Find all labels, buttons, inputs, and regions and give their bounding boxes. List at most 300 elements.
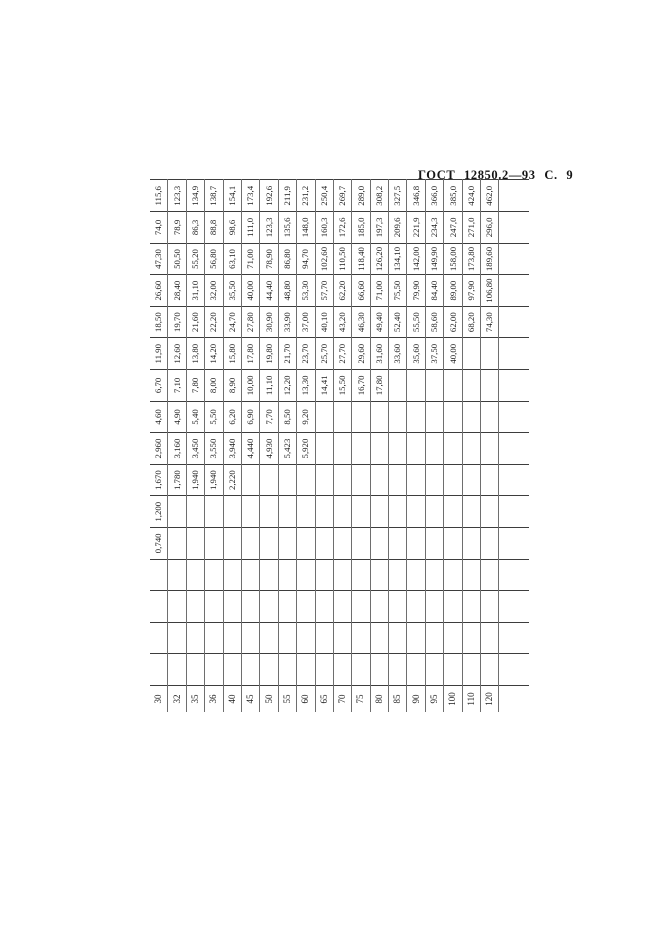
mass-cell: 247,0 — [444, 212, 462, 244]
mass-cell: 94,70 — [297, 243, 315, 275]
table-row — [444, 180, 462, 712]
mass-cell — [407, 401, 425, 433]
mass-cell: 32,00 — [205, 275, 223, 307]
rule-overhang-cell — [499, 370, 530, 402]
mass-cell: 97,90 — [462, 275, 480, 307]
mass-cell — [186, 528, 204, 560]
mass-cell: 71,00 — [241, 243, 259, 275]
mass-cell — [407, 591, 425, 623]
mass-cell — [352, 433, 370, 465]
mass-cell: 21,60 — [186, 306, 204, 338]
mass-cell: 35,50 — [223, 275, 241, 307]
mass-cell: 56,80 — [205, 243, 223, 275]
mass-cell: 192,6 — [260, 180, 278, 212]
mass-cell: 15,50 — [333, 370, 351, 402]
mass-cell — [370, 433, 388, 465]
mass-cell: 88,8 — [205, 212, 223, 244]
mass-cell: 118,40 — [352, 243, 370, 275]
mass-cell — [444, 464, 462, 496]
mass-cell — [407, 622, 425, 654]
mass-cell: 296,0 — [481, 212, 499, 244]
mass-cell: 123,3 — [260, 212, 278, 244]
mass-cell: 79,90 — [407, 275, 425, 307]
mass-cell: 308,2 — [370, 180, 388, 212]
mass-cell: 74,0 — [150, 212, 168, 244]
mass-cell: 11,90 — [150, 338, 168, 370]
mass-cell: 11,10 — [260, 370, 278, 402]
mass-cell: 172,6 — [333, 212, 351, 244]
rule-overhang-cell — [499, 686, 530, 713]
diameter-cell: 95 — [425, 686, 443, 713]
mass-cell: 366,0 — [425, 180, 443, 212]
mass-cell: 55,50 — [407, 306, 425, 338]
mass-cell: 123,3 — [168, 180, 186, 212]
mass-cell — [260, 528, 278, 560]
mass-cell — [260, 622, 278, 654]
mass-cell: 12,20 — [278, 370, 296, 402]
mass-cell — [278, 464, 296, 496]
mass-cell: 0,740 — [150, 528, 168, 560]
mass-cell: 8,90 — [223, 370, 241, 402]
page-header: ГОСТ 12850.2—93 С. 9 — [418, 168, 574, 182]
mass-cell — [481, 528, 499, 560]
table-row — [278, 180, 296, 712]
mass-cell: 78,9 — [168, 212, 186, 244]
mass-cell: 6,90 — [241, 401, 259, 433]
mass-cell — [297, 654, 315, 686]
mass-cell — [389, 496, 407, 528]
mass-cell: 3,550 — [205, 433, 223, 465]
mass-cell — [315, 654, 333, 686]
mass-cell — [389, 433, 407, 465]
diameter-cell: 120 — [481, 686, 499, 713]
mass-cell — [278, 591, 296, 623]
mass-cell — [186, 622, 204, 654]
rule-overhang-cell — [499, 654, 530, 686]
diameter-cell: 30 — [150, 686, 168, 713]
rule-overhang-cell — [499, 464, 530, 496]
mass-cell: 98,6 — [223, 212, 241, 244]
rule-overhang-cell — [499, 622, 530, 654]
mass-cell: 78,90 — [260, 243, 278, 275]
mass-table-body — [150, 180, 529, 712]
mass-cell: 6,70 — [150, 370, 168, 402]
mass-cell — [481, 654, 499, 686]
rotated-table-container — [150, 180, 529, 713]
mass-cell: 33,90 — [278, 306, 296, 338]
diameter-cell: 85 — [389, 686, 407, 713]
mass-cell: 28,40 — [168, 275, 186, 307]
mass-cell — [186, 591, 204, 623]
mass-cell: 50,50 — [168, 243, 186, 275]
mass-cell — [481, 622, 499, 654]
mass-cell — [315, 496, 333, 528]
mass-cell: 134,10 — [389, 243, 407, 275]
mass-cell — [297, 591, 315, 623]
mass-cell — [444, 622, 462, 654]
mass-cell: 19,70 — [168, 306, 186, 338]
mass-cell — [315, 528, 333, 560]
mass-cell — [481, 559, 499, 591]
mass-cell — [205, 591, 223, 623]
mass-cell: 37,50 — [425, 338, 443, 370]
mass-cell: 44,40 — [260, 275, 278, 307]
table-row — [260, 180, 278, 712]
mass-cell — [462, 464, 480, 496]
rule-overhang-cell — [499, 338, 530, 370]
diameter-cell: 50 — [260, 686, 278, 713]
mass-cell — [297, 464, 315, 496]
mass-cell — [407, 464, 425, 496]
diameter-cell: 60 — [297, 686, 315, 713]
mass-cell: 424,0 — [462, 180, 480, 212]
mass-cell — [425, 622, 443, 654]
table-row — [462, 180, 480, 712]
mass-cell — [407, 496, 425, 528]
mass-cell: 327,5 — [389, 180, 407, 212]
mass-cell — [389, 401, 407, 433]
mass-cell: 148,0 — [297, 212, 315, 244]
mass-cell: 154,1 — [223, 180, 241, 212]
mass-cell: 1,940 — [205, 464, 223, 496]
mass-cell — [462, 401, 480, 433]
mass-cell: 14,20 — [205, 338, 223, 370]
mass-cell: 22,20 — [205, 306, 223, 338]
mass-cell — [223, 496, 241, 528]
mass-cell — [425, 401, 443, 433]
mass-cell — [223, 559, 241, 591]
mass-cell: 31,60 — [370, 338, 388, 370]
mass-cell: 3,160 — [168, 433, 186, 465]
mass-cell: 4,90 — [168, 401, 186, 433]
mass-cell — [278, 559, 296, 591]
mass-cell: 158,00 — [444, 243, 462, 275]
mass-cell — [260, 464, 278, 496]
mass-cell — [241, 559, 259, 591]
mass-cell — [260, 559, 278, 591]
mass-cell: 75,50 — [389, 275, 407, 307]
mass-cell: 5,40 — [186, 401, 204, 433]
mass-cell: 160,3 — [315, 212, 333, 244]
mass-cell — [168, 496, 186, 528]
mass-cell — [389, 622, 407, 654]
mass-cell — [370, 591, 388, 623]
mass-cell — [333, 622, 351, 654]
mass-cell — [481, 433, 499, 465]
mass-cell: 16,70 — [352, 370, 370, 402]
mass-cell — [315, 591, 333, 623]
mass-cell — [389, 370, 407, 402]
mass-cell — [150, 591, 168, 623]
rule-overhang-cell — [499, 496, 530, 528]
mass-cell: 4,60 — [150, 401, 168, 433]
mass-cell — [168, 654, 186, 686]
mass-cell — [370, 401, 388, 433]
mass-cell: 5,50 — [205, 401, 223, 433]
mass-cell: 134,9 — [186, 180, 204, 212]
mass-cell — [315, 622, 333, 654]
mass-cell: 14,41 — [315, 370, 333, 402]
mass-cell — [462, 528, 480, 560]
table-row — [168, 180, 186, 712]
mass-cell: 18,50 — [150, 306, 168, 338]
mass-cell: 57,70 — [315, 275, 333, 307]
mass-cell: 68,20 — [462, 306, 480, 338]
mass-cell: 4,440 — [241, 433, 259, 465]
mass-cell: 40,00 — [241, 275, 259, 307]
mass-cell — [481, 464, 499, 496]
mass-cell: 17,80 — [370, 370, 388, 402]
mass-cell — [462, 496, 480, 528]
diameter-cell: 45 — [241, 686, 259, 713]
mass-cell: 74,30 — [481, 306, 499, 338]
mass-cell: 37,00 — [297, 306, 315, 338]
mass-cell — [462, 433, 480, 465]
mass-cell — [444, 496, 462, 528]
mass-cell — [333, 559, 351, 591]
mass-cell: 3,940 — [223, 433, 241, 465]
mass-cell — [333, 433, 351, 465]
mass-cell: 173,80 — [462, 243, 480, 275]
mass-cell: 8,50 — [278, 401, 296, 433]
table-row — [205, 180, 223, 712]
mass-cell — [444, 559, 462, 591]
mass-cell — [481, 401, 499, 433]
table-row — [297, 180, 315, 712]
mass-cell: 58,60 — [425, 306, 443, 338]
mass-cell: 2,220 — [223, 464, 241, 496]
mass-cell: 27,80 — [241, 306, 259, 338]
mass-cell — [370, 496, 388, 528]
mass-cell: 55,20 — [186, 243, 204, 275]
mass-cell — [352, 528, 370, 560]
mass-cell: 49,40 — [370, 306, 388, 338]
mass-cell — [205, 496, 223, 528]
mass-cell: 4,930 — [260, 433, 278, 465]
mass-cell — [297, 496, 315, 528]
mass-cell — [333, 496, 351, 528]
diameter-cell: 40 — [223, 686, 241, 713]
rule-overhang-cell — [499, 306, 530, 338]
mass-cell: 33,60 — [389, 338, 407, 370]
mass-cell — [370, 464, 388, 496]
mass-cell — [278, 622, 296, 654]
mass-cell — [425, 559, 443, 591]
diameter-cell: 55 — [278, 686, 296, 713]
mass-cell — [352, 622, 370, 654]
mass-cell: 30,90 — [260, 306, 278, 338]
mass-cell — [241, 622, 259, 654]
mass-cell — [407, 654, 425, 686]
mass-cell: 15,80 — [223, 338, 241, 370]
mass-cell: 9,20 — [297, 401, 315, 433]
mass-cell: 29,60 — [352, 338, 370, 370]
mass-table — [150, 180, 529, 713]
table-row — [352, 180, 370, 712]
mass-cell: 52,40 — [389, 306, 407, 338]
mass-cell: 66,60 — [352, 275, 370, 307]
table-row — [186, 180, 204, 712]
mass-cell — [481, 496, 499, 528]
mass-cell — [241, 464, 259, 496]
mass-cell: 211,9 — [278, 180, 296, 212]
mass-cell — [168, 622, 186, 654]
mass-cell — [278, 496, 296, 528]
diameter-cell: 110 — [462, 686, 480, 713]
mass-cell — [223, 528, 241, 560]
mass-cell — [278, 528, 296, 560]
diameter-cell: 32 — [168, 686, 186, 713]
mass-cell: 185,0 — [352, 212, 370, 244]
table-row — [150, 180, 168, 712]
mass-cell: 102,60 — [315, 243, 333, 275]
mass-cell: 62,20 — [333, 275, 351, 307]
mass-cell — [444, 591, 462, 623]
mass-cell: 47,30 — [150, 243, 168, 275]
mass-cell — [315, 433, 333, 465]
mass-cell: 40,00 — [444, 338, 462, 370]
diameter-cell: 65 — [315, 686, 333, 713]
diameter-cell: 70 — [333, 686, 351, 713]
mass-cell: 40,10 — [315, 306, 333, 338]
mass-cell: 346,8 — [407, 180, 425, 212]
mass-cell — [352, 654, 370, 686]
mass-cell — [462, 559, 480, 591]
mass-cell — [205, 622, 223, 654]
mass-cell — [462, 591, 480, 623]
mass-cell — [389, 559, 407, 591]
mass-cell: 26,60 — [150, 275, 168, 307]
mass-cell — [278, 654, 296, 686]
mass-cell — [186, 654, 204, 686]
mass-cell: 221,9 — [407, 212, 425, 244]
mass-cell: 1,670 — [150, 464, 168, 496]
mass-cell — [150, 622, 168, 654]
mass-cell — [425, 654, 443, 686]
mass-cell: 289,0 — [352, 180, 370, 212]
diameter-cell: 35 — [186, 686, 204, 713]
mass-cell — [462, 622, 480, 654]
mass-cell — [297, 528, 315, 560]
mass-cell — [241, 496, 259, 528]
diameter-cell: 75 — [352, 686, 370, 713]
table-row — [425, 180, 443, 712]
mass-cell: 27,70 — [333, 338, 351, 370]
mass-cell — [168, 591, 186, 623]
mass-cell: 53,30 — [297, 275, 315, 307]
mass-cell — [481, 591, 499, 623]
table-row — [370, 180, 388, 712]
diameter-cell: 100 — [444, 686, 462, 713]
mass-cell: 17,80 — [241, 338, 259, 370]
diameter-cell: 80 — [370, 686, 388, 713]
mass-cell — [223, 591, 241, 623]
mass-cell — [260, 591, 278, 623]
mass-cell — [370, 622, 388, 654]
mass-cell: 21,70 — [278, 338, 296, 370]
mass-cell — [407, 559, 425, 591]
mass-cell — [425, 591, 443, 623]
mass-cell — [370, 528, 388, 560]
mass-cell: 24,70 — [223, 306, 241, 338]
rule-overhang-row — [499, 180, 530, 712]
mass-cell: 46,30 — [352, 306, 370, 338]
mass-cell: 6,20 — [223, 401, 241, 433]
mass-cell — [444, 401, 462, 433]
mass-cell: 89,00 — [444, 275, 462, 307]
mass-cell: 106,80 — [481, 275, 499, 307]
mass-cell: 48,80 — [278, 275, 296, 307]
mass-cell — [315, 464, 333, 496]
mass-cell — [315, 559, 333, 591]
mass-cell: 110,50 — [333, 243, 351, 275]
mass-cell — [462, 338, 480, 370]
mass-cell: 13,30 — [297, 370, 315, 402]
mass-cell — [444, 370, 462, 402]
mass-cell — [389, 654, 407, 686]
mass-cell — [352, 591, 370, 623]
mass-cell: 25,70 — [315, 338, 333, 370]
mass-cell: 62,00 — [444, 306, 462, 338]
mass-cell — [425, 433, 443, 465]
mass-cell: 1,200 — [150, 496, 168, 528]
table-row — [223, 180, 241, 712]
mass-cell: 197,3 — [370, 212, 388, 244]
mass-cell — [205, 528, 223, 560]
mass-cell — [260, 654, 278, 686]
mass-cell — [481, 338, 499, 370]
mass-cell — [333, 528, 351, 560]
mass-cell: 86,3 — [186, 212, 204, 244]
mass-cell — [260, 496, 278, 528]
rule-overhang-cell — [499, 401, 530, 433]
diameter-cell: 90 — [407, 686, 425, 713]
mass-cell: 84,40 — [425, 275, 443, 307]
mass-cell — [150, 654, 168, 686]
mass-cell — [407, 528, 425, 560]
mass-cell — [425, 496, 443, 528]
mass-cell: 71,00 — [370, 275, 388, 307]
mass-cell: 43,20 — [333, 306, 351, 338]
mass-cell — [444, 528, 462, 560]
mass-cell — [333, 654, 351, 686]
mass-cell: 7,80 — [186, 370, 204, 402]
mass-cell: 173,4 — [241, 180, 259, 212]
mass-cell: 231,2 — [297, 180, 315, 212]
mass-cell — [389, 591, 407, 623]
table-row — [241, 180, 259, 712]
mass-cell: 12,60 — [168, 338, 186, 370]
rule-overhang-cell — [499, 559, 530, 591]
mass-cell: 271,0 — [462, 212, 480, 244]
mass-cell — [352, 464, 370, 496]
mass-cell: 111,0 — [241, 212, 259, 244]
mass-cell: 2,960 — [150, 433, 168, 465]
table-row — [481, 180, 499, 712]
mass-cell: 269,7 — [333, 180, 351, 212]
diameter-cell: 36 — [205, 686, 223, 713]
mass-cell: 35,60 — [407, 338, 425, 370]
mass-cell — [370, 654, 388, 686]
mass-cell: 1,940 — [186, 464, 204, 496]
mass-cell — [241, 528, 259, 560]
mass-cell — [407, 370, 425, 402]
mass-cell — [352, 496, 370, 528]
mass-cell — [241, 654, 259, 686]
table-row — [315, 180, 333, 712]
mass-cell — [205, 654, 223, 686]
mass-cell — [425, 370, 443, 402]
